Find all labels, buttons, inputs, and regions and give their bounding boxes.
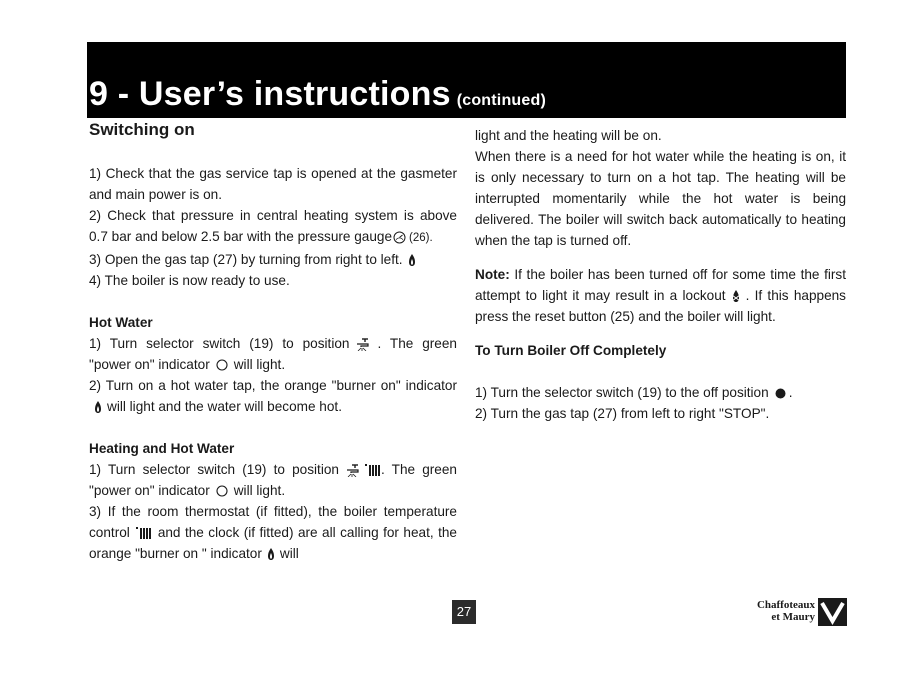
title-subtitle: (continued) [456, 92, 546, 109]
heating-step-1-end: will light. [233, 483, 286, 498]
brand-name-line-1: Chaffoteaux [756, 599, 815, 611]
off-position-icon [775, 388, 786, 399]
off-step-1-end: . [788, 385, 793, 400]
heating-step-1-text: 1) Turn selector switch (19) to position [89, 462, 339, 477]
tap-position-icon [355, 338, 371, 351]
switching-step-1: 1) Check that the gas service tap is opened at the gasmeter and main power is on. [89, 166, 457, 202]
heating-step-1 [89, 459, 457, 501]
off-step-2: 2) Turn the gas tap (27) from left to right "STOP". [475, 406, 770, 421]
heading-hot-water: Hot Water [89, 315, 153, 330]
right-column [475, 125, 846, 424]
switching-step-3-text: 3) Open the gas tap (27) by turning from right to left. [89, 252, 403, 267]
hot-water-step-2-end: will light and the water will become hot. [107, 399, 342, 414]
switching-step-2-text: 2) Check that pressure in central heating system is above 0.7 bar and below 2.5 bar with the pressure gauge [89, 208, 457, 244]
note-label: Note: [475, 267, 510, 282]
burner-flame-icon [268, 548, 274, 560]
title-text: 9 - User’s instructions [89, 75, 451, 113]
brand-v-mark-icon [818, 598, 847, 626]
brand-logo [749, 598, 847, 626]
heating-step-3-cont: and the clock (if fitted) are all calling for heat, the orange "burner on " indicator [89, 525, 457, 561]
heating-step-3-text: 3) If the room thermostat (if fitted), the boiler temperature control [89, 504, 457, 540]
off-step-1 [475, 382, 846, 403]
note-paragraph [475, 264, 846, 327]
lockout-flame-icon [732, 290, 740, 302]
heading-heating-hot-water: Heating and Hot Water [89, 441, 235, 456]
continuation-text: light and the heating will be on. [475, 128, 662, 143]
page-title [89, 72, 546, 123]
brand-name-line-2: et Maury [771, 611, 815, 623]
burner-flame-icon [95, 401, 101, 413]
switching-step-3 [89, 249, 457, 270]
power-on-indicator-icon [216, 359, 228, 371]
radiator-icon [365, 464, 381, 476]
hot-water-step-1-text: 1) Turn selector switch (19) to position [89, 336, 350, 351]
hot-water-need-text: When there is a need for hot water while the heating is on, it is only necessary to turn on a hot tap. The heating will be interrupted momentarily while the hot water is being delivered. The boiler will switch back automatically to heating when the tap is turned off. [475, 149, 846, 248]
switching-step-4: 4) The boiler is now ready to use. [89, 273, 290, 288]
heating-step-3-end: will [279, 546, 299, 561]
radiator-icon [136, 527, 152, 539]
power-on-indicator-icon [216, 485, 228, 497]
left-column [89, 118, 457, 564]
tap-position-icon [345, 464, 361, 477]
hot-water-step-1 [89, 333, 457, 375]
switching-step-2-ref: (26). [409, 232, 433, 244]
switching-step-2 [89, 205, 457, 249]
heating-step-1-cont: . The green "power on" indicator [89, 462, 457, 498]
page-number: 27 [452, 600, 476, 624]
section-title-switching-on: Switching on [89, 120, 195, 139]
heading-turn-off: To Turn Boiler Off Completely [475, 343, 667, 358]
note-text: If the boiler has been turned off for some time the first attempt to light it may result in a lockout [475, 267, 846, 303]
off-step-1-text: 1) Turn the selector switch (19) to the off position [475, 385, 769, 400]
hot-water-step-1-cont: . The green "power on" indicator [89, 336, 457, 372]
note-text-end: . If this happens press the reset button (25) and the boiler will light. [475, 288, 846, 324]
hot-water-step-1-end: will light. [233, 357, 286, 372]
hot-water-step-2 [89, 375, 457, 417]
burner-flame-icon [409, 254, 415, 266]
hot-water-step-2-text: 2) Turn on a hot water tap, the orange "burner on" indicator [89, 378, 457, 393]
pressure-gauge-icon [393, 231, 406, 244]
heating-step-3 [89, 501, 457, 564]
